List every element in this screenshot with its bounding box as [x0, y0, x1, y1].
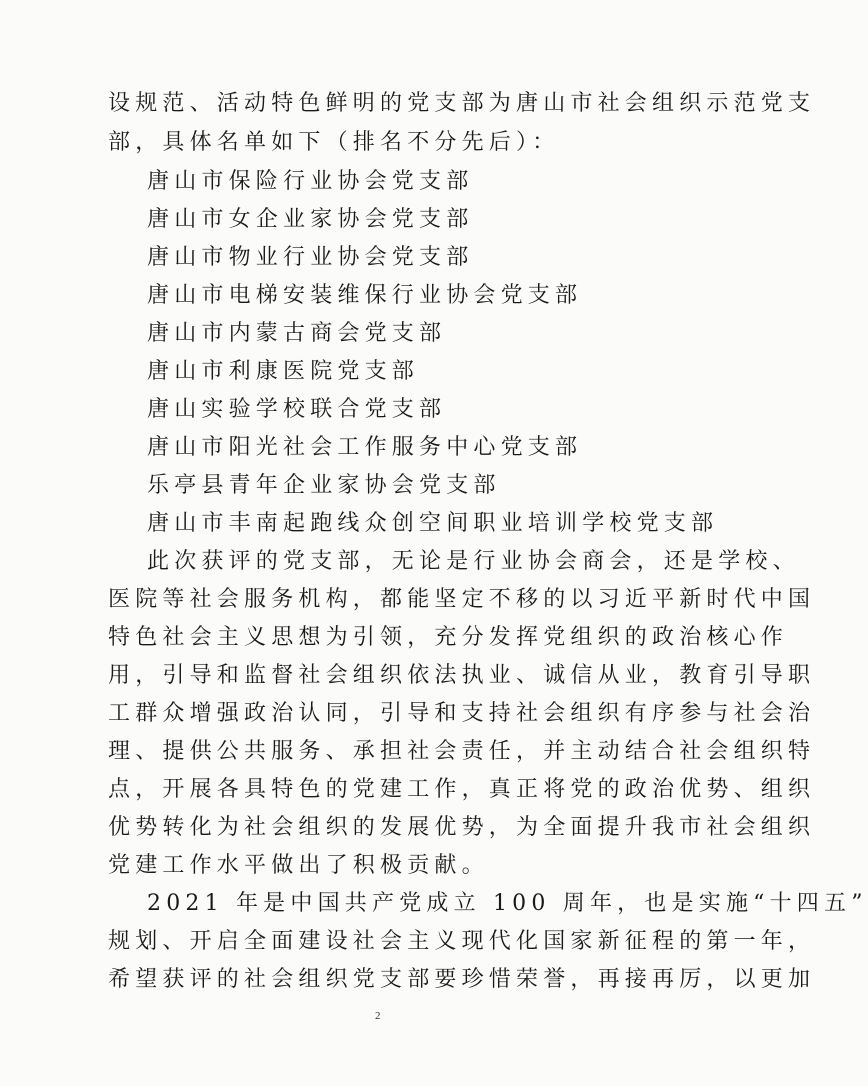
branch-list-item: 唐山市物业行业协会党支部: [147, 245, 474, 270]
branch-list-item: 唐山市利康医院党支部: [147, 359, 420, 384]
paragraph2-line: 2021 年是中国共产党成立 100 周年，也是实施“十四五”: [147, 891, 868, 916]
paragraph2-line: 希望获评的社会组织党支部要珍惜荣誉，再接再厉，以更加: [108, 967, 816, 992]
branch-list-item: 乐亭县青年企业家协会党支部: [147, 473, 501, 498]
paragraph1-line: 理、提供公共服务、承担社会责任，并主动结合社会组织特: [108, 739, 816, 764]
page-number: 2: [375, 1010, 381, 1022]
branch-list-item: 唐山市内蒙古商会党支部: [147, 321, 447, 346]
paragraph1-line: 工群众增强政治认同，引导和支持社会组织有序参与社会治: [108, 701, 816, 726]
branch-list-item: 唐山实验学校联合党支部: [147, 397, 447, 422]
paragraph1-line: 党建工作水平做出了积极贡献。: [108, 853, 489, 878]
paragraph1-line: 医院等社会服务机构，都能坚定不移的以习近平新时代中国: [108, 587, 816, 612]
branch-list-item: 唐山市阳光社会工作服务中心党支部: [147, 435, 583, 460]
intro-line-1: 设规范、活动特色鲜明的党支部为唐山市社会组织示范党支: [108, 91, 816, 116]
paragraph1-line: 此次获评的党支部，无论是行业协会商会，还是学校、: [147, 549, 800, 574]
branch-list-item: 唐山市保险行业协会党支部: [147, 169, 474, 194]
paragraph1-line: 优势转化为社会组织的发展优势，为全面提升我市社会组织: [108, 815, 816, 840]
branch-list-item: 唐山市电梯安装维保行业协会党支部: [147, 283, 583, 308]
branch-list-item: 唐山市丰南起跑线众创空间职业培训学校党支部: [147, 511, 719, 536]
branch-list-item: 唐山市女企业家协会党支部: [147, 207, 474, 232]
intro-line-2: 部，具体名单如下（排名不分先后）：: [108, 130, 560, 155]
paragraph1-line: 特色社会主义思想为引领，充分发挥党组织的政治核心作: [108, 625, 789, 650]
paragraph1-line: 用，引导和监督社会组织依法执业、诚信从业，教育引导职: [108, 663, 816, 688]
paragraph2-line: 规划、开启全面建设社会主义现代化国家新征程的第一年，: [108, 929, 816, 954]
paragraph1-line: 点，开展各具特色的党建工作，真正将党的政治优势、组织: [108, 777, 816, 802]
